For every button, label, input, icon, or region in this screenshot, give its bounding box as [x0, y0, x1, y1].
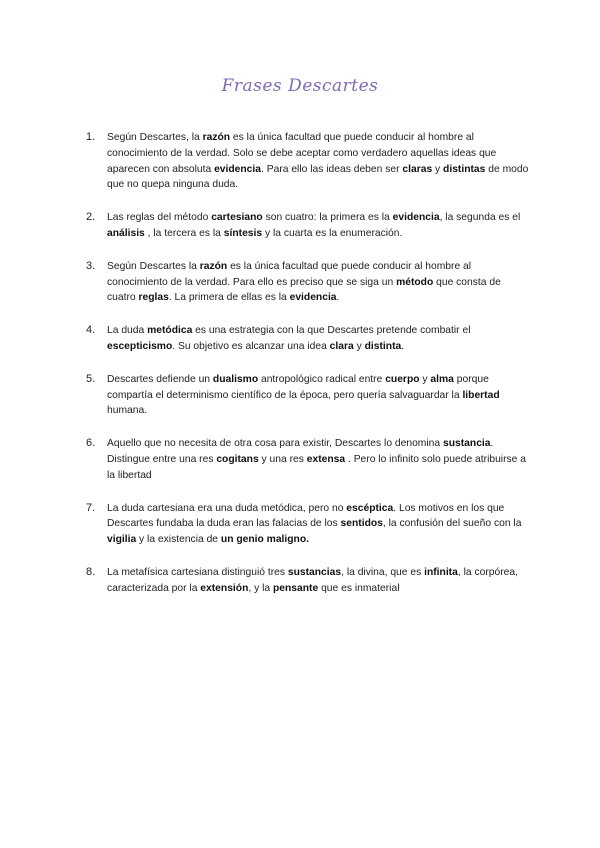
key-term: un genio maligno.	[220, 534, 309, 546]
phrase-text	[107, 438, 526, 481]
key-term: extensión	[200, 582, 249, 594]
phrase-segment: Aquello que no necesita de otra cosa para existir, Descartes lo denomina	[107, 438, 443, 450]
key-term: síntesis	[223, 227, 263, 239]
phrase-segment: y	[419, 373, 431, 385]
phrase-segment: es la única facultad que puede conducir al hombre al conocimiento de la verdad. Para ello es preciso que se siga un	[107, 260, 472, 288]
key-term: análisis	[107, 227, 145, 239]
phrase-segment: Las reglas del método	[107, 212, 212, 224]
key-term: método	[396, 276, 434, 288]
key-term: reglas	[138, 292, 169, 304]
phrase-segment: .	[401, 340, 405, 352]
phrase-segment: Según Descartes, la	[107, 132, 203, 143]
phrase-segment: , la tercera es la	[144, 227, 224, 239]
phrase-segment: y	[432, 163, 444, 175]
key-term: razón	[199, 260, 228, 272]
key-term: cuerpo	[385, 373, 420, 385]
phrase-segment: La duda	[107, 325, 148, 337]
key-term: dualismo	[212, 373, 259, 385]
phrase-number: 6.	[86, 437, 96, 450]
phrase-text	[107, 503, 521, 546]
phrase-segment: . Pero lo infinito solo puede atribuirse a la libertad	[107, 453, 526, 481]
phrase-segment: que consta de cuatro	[107, 276, 501, 304]
phrase-segment: humana.	[107, 405, 148, 417]
key-term: distintas	[443, 163, 486, 175]
phrase-segment: , y la	[248, 582, 273, 594]
key-term: evidencia	[392, 212, 440, 224]
phrase-text	[107, 567, 518, 594]
phrase-item	[86, 130, 532, 193]
phrase-number: 3.	[86, 259, 96, 272]
phrase-segment: La metafísica cartesiana distinguió tres	[107, 566, 288, 578]
key-term: cartesiano	[211, 212, 263, 224]
phrase-segment: , la corpórea, caracterizada por la	[107, 566, 518, 594]
phrase-segment: . Su objetivo es alcanzar una idea	[172, 340, 330, 352]
phrase-segment: que es inmaterial	[318, 582, 400, 594]
phrase-segment: , la confusión del sueño con la	[382, 518, 522, 530]
phrase-segment: . Distingue entre una res	[107, 438, 494, 465]
key-term: libertad	[462, 389, 500, 401]
phrase-segment: . La primera de ellas es la	[168, 292, 290, 304]
phrase-item	[86, 372, 532, 419]
phrase-segment: antropológico radical entre	[258, 373, 386, 385]
phrase-item	[86, 565, 532, 597]
key-term: evidencia	[214, 163, 261, 175]
phrase-number: 4.	[86, 324, 96, 337]
key-term: sustancias	[287, 566, 342, 578]
phrase-item	[86, 259, 532, 306]
key-term: escéptica	[346, 502, 394, 514]
phrase-segment: La duda cartesiana era una duda metódica, pero no	[107, 502, 347, 514]
key-term: distinta	[364, 340, 402, 352]
key-term: vigilia	[107, 534, 137, 546]
phrase-number: 2.	[86, 211, 96, 224]
phrase-segment: y una res	[258, 453, 307, 465]
phrase-number: 7.	[86, 501, 96, 514]
key-term: evidencia	[289, 292, 337, 304]
key-term: infinita	[424, 566, 458, 578]
key-term: metódica	[147, 325, 193, 337]
phrase-segment: porque compartía el determinismo científico de la época, pero quería salvaguardar la	[107, 373, 489, 401]
phrase-text	[107, 212, 520, 239]
phrase-text	[107, 374, 500, 417]
phrase-segment: es la única facultad que puede conducir al hombre al conocimiento de la verdad. Solo se debe aceptar como verdadero aquellas ideas que aparecen con absoluta	[107, 132, 497, 175]
phrase-item	[86, 436, 532, 483]
document-title: Frases Descartes	[221, 76, 379, 96]
phrase-number: 5.	[86, 372, 96, 385]
key-term: sustancia	[443, 438, 491, 450]
phrase-segment: .	[336, 292, 340, 304]
phrase-segment: , la segunda es el	[439, 212, 521, 224]
key-term: clara	[329, 340, 354, 352]
phrase-item	[86, 323, 532, 355]
key-term: cogitans	[216, 453, 259, 465]
phrase-segment: . Los motivos en los que Descartes fundaba la duda eran las falacias de los	[107, 502, 505, 530]
phrase-segment: y	[353, 340, 365, 352]
phrase-number: 1.	[86, 131, 96, 143]
phrase-segment: son cuatro: la primera es la	[262, 212, 393, 224]
phrase-segment: de modo que no quepa ninguna duda.	[107, 163, 529, 191]
phrase-number: 8.	[86, 565, 96, 578]
key-term: escepticismo	[107, 340, 173, 352]
phrase-list	[86, 130, 532, 614]
phrase-segment: y la cuarta es la enumeración.	[262, 227, 403, 239]
phrase-segment: . Para ello las ideas deben ser	[261, 163, 403, 175]
phrase-segment: es una estrategia con la que Descartes pretende combatir el	[192, 325, 471, 337]
phrase-item	[86, 501, 532, 548]
key-term: pensante	[272, 582, 319, 594]
key-term: razón	[202, 132, 231, 143]
phrase-segment: Descartes defiende un	[107, 373, 213, 385]
key-term: claras	[402, 163, 433, 175]
key-term: extensa	[306, 453, 346, 465]
phrase-text	[107, 325, 471, 352]
key-term: sentidos	[340, 518, 383, 530]
phrase-item	[86, 210, 532, 242]
phrase-text	[107, 261, 501, 304]
phrase-segment: , la divina, que es	[341, 566, 425, 578]
phrase-text	[107, 132, 528, 190]
phrase-segment: Según Descartes la	[107, 260, 200, 272]
key-term: alma	[430, 373, 454, 385]
phrase-segment: y la existencia de	[136, 534, 221, 546]
